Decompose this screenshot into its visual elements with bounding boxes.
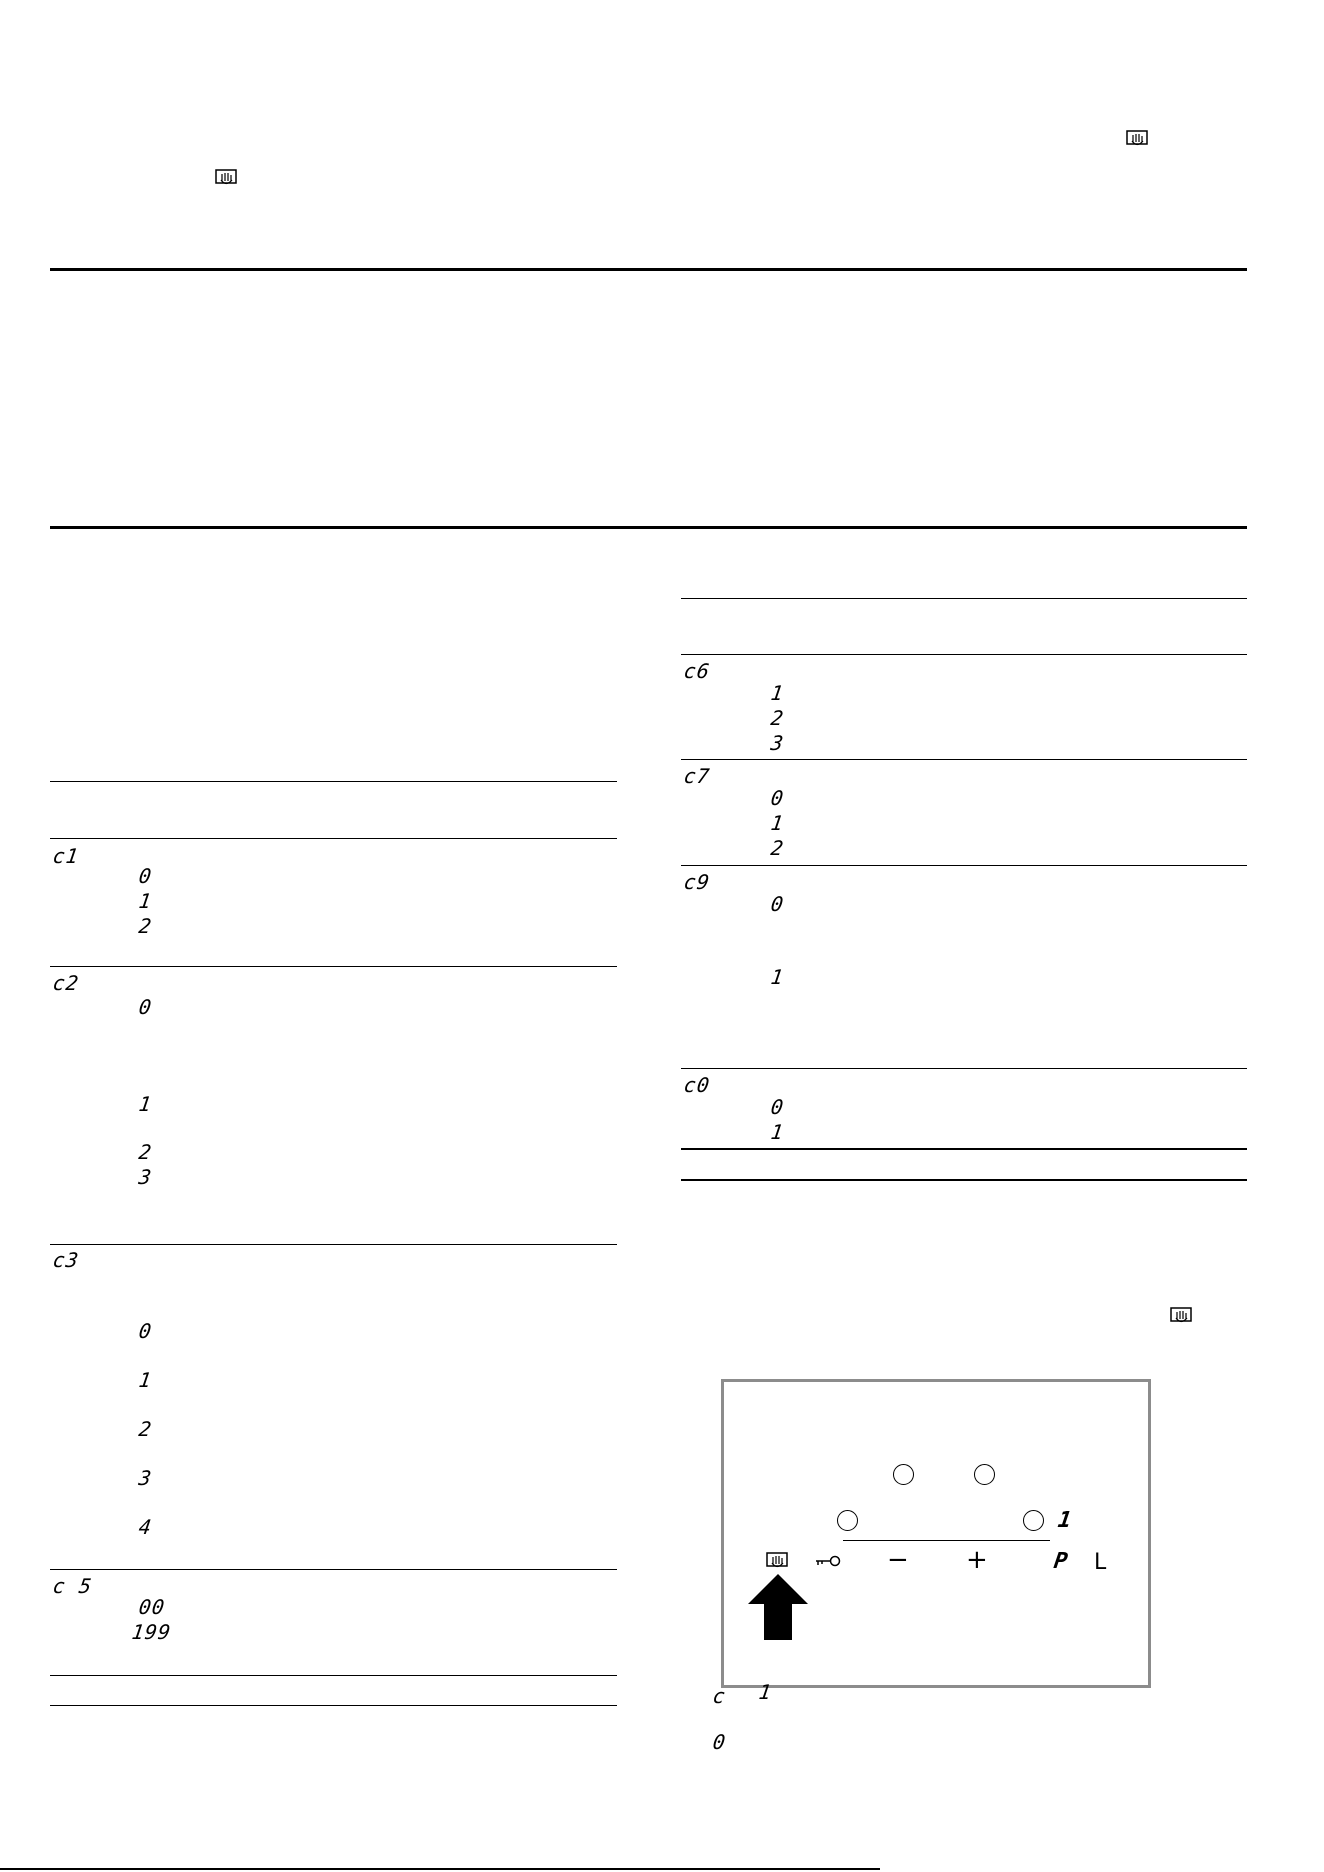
table-rule <box>50 1705 617 1706</box>
setting-code: c2 <box>51 971 81 995</box>
display-c: c <box>711 1684 728 1708</box>
l-label: L <box>1094 1550 1107 1575</box>
footer-rule <box>0 1868 880 1870</box>
setting-option: 3 <box>137 1165 154 1189</box>
key-icon[interactable] <box>814 1554 842 1568</box>
setting-code: c6 <box>682 659 712 683</box>
setting-option: 1 <box>137 1092 154 1116</box>
setting-option: 2 <box>769 706 786 730</box>
setting-code: c0 <box>682 1073 712 1097</box>
setting-option: 0 <box>137 1319 154 1343</box>
setting-option: 199 <box>130 1620 173 1644</box>
table-rule <box>50 1244 617 1245</box>
plus-button[interactable]: + <box>966 1545 988 1575</box>
table-rule <box>50 838 617 839</box>
table-rule <box>681 598 1247 599</box>
setting-option: 0 <box>769 1095 786 1119</box>
setting-option: 3 <box>769 731 786 755</box>
setting-code: c3 <box>51 1248 81 1272</box>
setting-option: 1 <box>769 681 786 705</box>
table-rule <box>681 1068 1247 1069</box>
cooking-zone-indicator <box>1023 1510 1044 1531</box>
table-rule <box>681 654 1247 655</box>
setting-option: 2 <box>137 1417 154 1441</box>
table-rule <box>681 759 1247 760</box>
setting-code: c9 <box>682 870 712 894</box>
setting-option: 1 <box>769 811 786 835</box>
setting-option: 2 <box>137 914 154 938</box>
cooking-zone-indicator <box>974 1464 995 1485</box>
setting-option: 1 <box>137 1368 154 1392</box>
p-label: P <box>1052 1549 1071 1574</box>
cooking-zone-indicator <box>893 1464 914 1485</box>
setting-option: 1 <box>137 889 154 913</box>
table-rule <box>681 1148 1247 1150</box>
minus-button[interactable]: − <box>887 1545 909 1575</box>
wipe-protection-icon <box>1170 1307 1192 1325</box>
wipe-protection-icon <box>1126 130 1148 148</box>
wipe-protection-hand-icon[interactable] <box>766 1552 788 1570</box>
cooking-zone-indicator <box>837 1510 858 1531</box>
table-rule <box>50 966 617 967</box>
setting-code: c 5 <box>51 1574 94 1598</box>
slider-line <box>843 1540 1050 1541</box>
wipe-protection-icon <box>215 169 237 187</box>
setting-option: 2 <box>137 1140 154 1164</box>
setting-code: c1 <box>51 844 81 868</box>
setting-option: 00 <box>137 1595 167 1619</box>
setting-option: 0 <box>769 786 786 810</box>
setting-option: 4 <box>137 1515 154 1539</box>
table-rule <box>681 1179 1247 1181</box>
setting-option: 2 <box>769 836 786 860</box>
table-rule <box>50 1675 617 1676</box>
table-rule <box>681 865 1247 866</box>
section-rule <box>50 268 1247 271</box>
display-zero: 0 <box>711 1730 728 1754</box>
setting-code: c7 <box>682 764 712 788</box>
level-indicator: 1 <box>1056 1508 1075 1533</box>
setting-option: 1 <box>769 1120 786 1144</box>
table-rule <box>50 1569 617 1570</box>
setting-option: 0 <box>137 995 154 1019</box>
section-rule <box>50 526 1247 529</box>
setting-option: 3 <box>137 1466 154 1490</box>
control-panel-illustration <box>721 1379 1151 1688</box>
setting-option: 1 <box>769 965 786 989</box>
setting-option: 0 <box>137 864 154 888</box>
arrow-up-icon <box>748 1574 808 1640</box>
setting-option: 0 <box>769 892 786 916</box>
display-one: 1 <box>757 1680 774 1704</box>
table-rule <box>50 781 617 782</box>
